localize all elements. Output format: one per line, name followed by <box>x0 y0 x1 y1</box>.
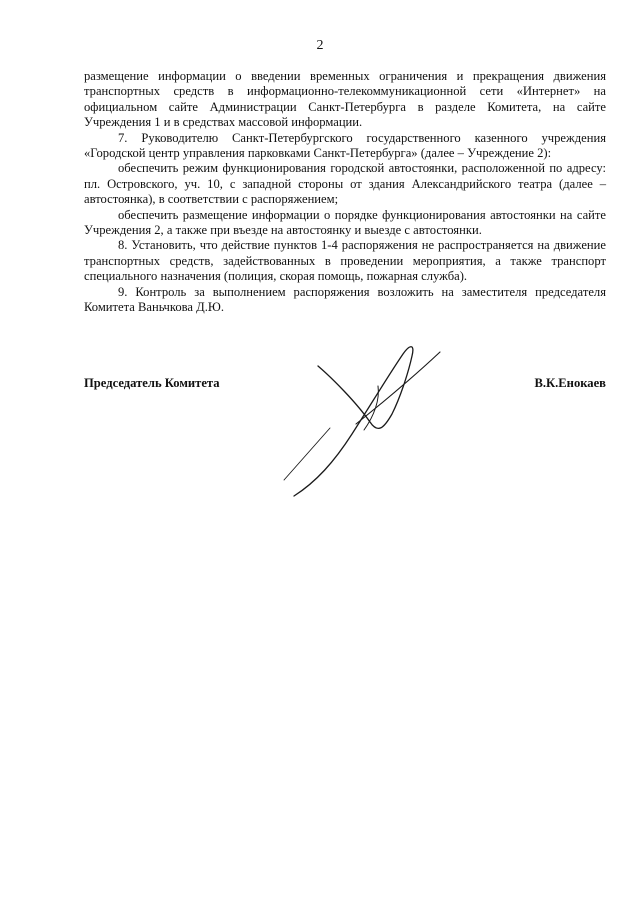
paragraph-item-7-duty-2: обеспечить размещение информации о порядке функционирования автостоянки на сайте Учреждения 2, а также при въезде на автостоянку и выезде с автостоянки. <box>84 207 606 238</box>
handwritten-signature <box>260 330 460 500</box>
paragraph-continuation: размещение информации о введении временных ограничения и прекращения движения транспортных средств в информационно-телекоммуникационной сети «Интернет» на официальном сайте Администрации Санкт-Петербурга в разделе Комитета, на сайте Учреждения 1 и в средствах массовой информации. <box>84 69 606 130</box>
paragraph-item-9: 9. Контроль за выполнением распоряжения возложить на заместителя председателя Комитета Ваньчкова Д.Ю. <box>84 284 606 315</box>
signatory-name: В.К.Енокаев <box>534 376 606 390</box>
paragraph-item-8: 8. Установить, что действие пунктов 1-4 распоряжения не распространяется на движение транспортных средств, задействованных в проведении мероприятия, а также транспорт специального назначения (полиция, скорая помощь, пожарная служба). <box>84 238 606 284</box>
paragraph-item-7-duty-1: обеспечить режим функционирования городской автостоянки, расположенной по адресу: пл. Островского, уч. 10, с западной стороны от здания Александрийского театра (далее – автостоянка), в соответствии с распоряжением; <box>84 161 606 207</box>
paragraph-item-7: 7. Руководителю Санкт-Петербургского государственного казенного учреждения «Городской центр управления парковками Санкт-Петербурга» (далее – Учреждение 2): <box>84 130 606 161</box>
document-body <box>84 69 606 316</box>
signatory-role: Председатель Комитета <box>84 376 220 390</box>
page-number: 2 <box>316 38 324 53</box>
